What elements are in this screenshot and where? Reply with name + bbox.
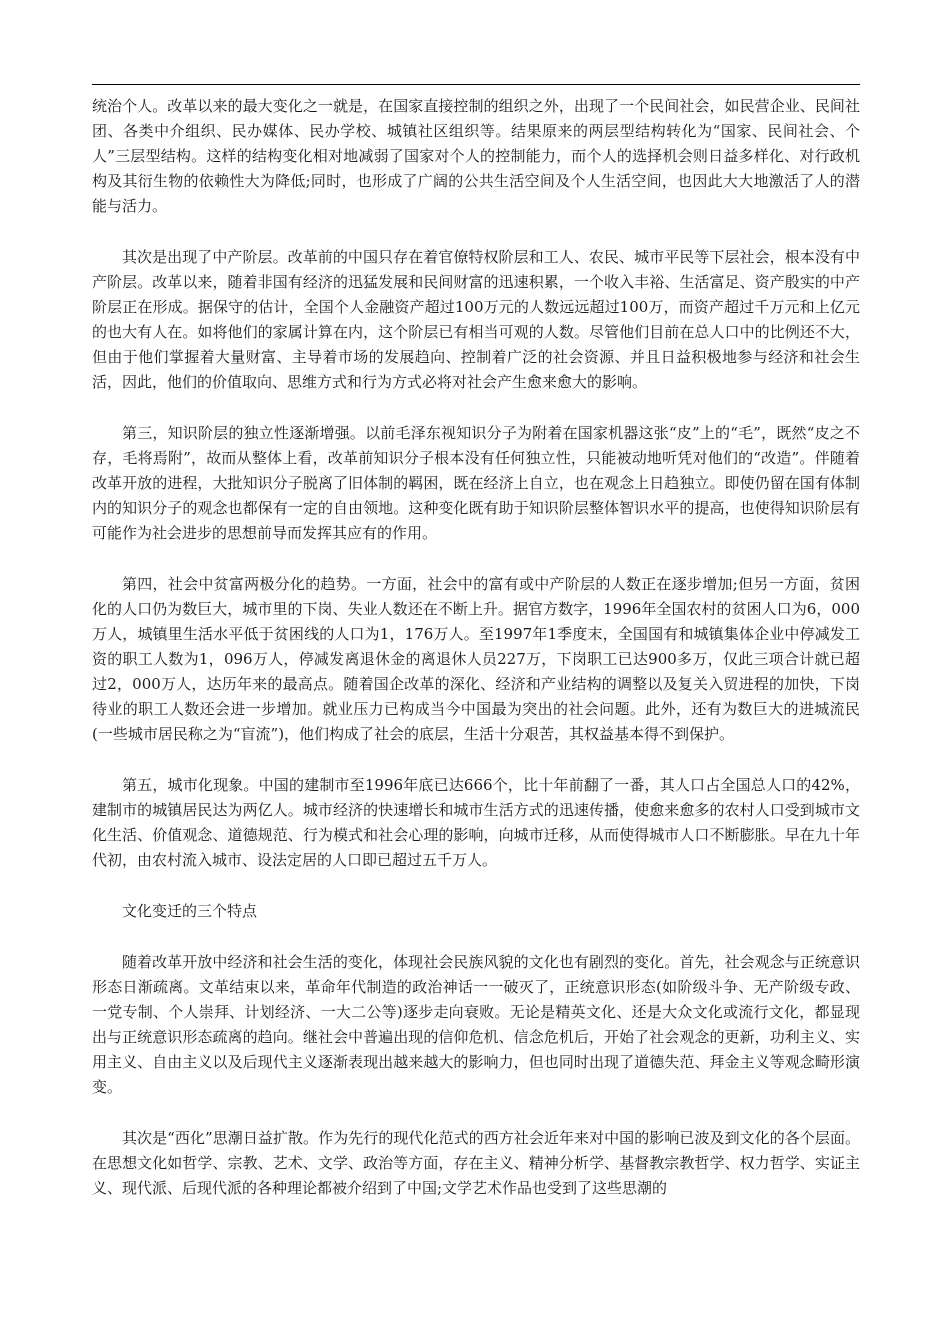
document-body	[92, 94, 860, 1201]
paragraph-spacer	[92, 873, 860, 899]
paragraph-1: 统治个人。改革以来的最大变化之一就是，在国家直接控制的组织之外，出现了一个民间社会，如民营企业、民间社团、各类中介组织、民办媒体、民办学校、城镇社区组织等。结果原来的两层型结构转化为“国家、民间社会、个人”三层型结构。这样的结构变化相对地减弱了国家对个人的控制能力，而个人的选择机会则日益多样化、对行政机构及其衍生物的依赖性大为降低;同时，也形成了广阔的公共生活空间及个人生活空间，也因此大大地激活了人的潜能与活力。	[92, 97, 860, 215]
paragraph-spacer	[92, 395, 860, 421]
paragraph-spacer	[92, 924, 860, 950]
paragraph-5: 第五，城市化现象。中国的建制市至1996年底已达666个，比十年前翻了一番，其人口占全国总人口的42%，建制市的城镇居民达为两亿人。城市经济的快速增长和城市生活方式的迅速传播，使愈来愈多的农村人口受到城市文化生活、价值观念、道德规范、行为模式和社会心理的影响，向城市迁移，从而使得城市人口不断膨胀。早在九十年代初，由农村流入城市、设法定居的人口即已超过五千万人。	[92, 776, 860, 869]
paragraph-spacer	[92, 747, 860, 773]
paragraph-3: 第三，知识阶层的独立性逐渐增强。以前毛泽东视知识分子为附着在国家机器这张“皮”上的“毛”，既然“皮之不存，毛将焉附”，故而从整体上看，改革前知识分子根本没有任何独立性，只能被动地听凭对他们的“改造”。伴随着改革开放的进程，大批知识分子脱离了旧体制的羁困，既在经济上自立，也在观念上日趋独立。即使仍留在国有体制内的知识分子的观念也都保有一定的自由领地。这种变化既有助于知识阶层整体智识水平的提高，也使得知识阶层有可能作为社会进步的思想前导而发挥其应有的作用。	[92, 424, 860, 542]
paragraph-6: 随着改革开放中经济和社会生活的变化，体现社会民族风貌的文化也有剧烈的变化。首先，社会观念与正统意识形态日渐疏离。文革结束以来，革命年代制造的政治神话一一破灭了，正统意识形态(如阶级斗争、无产阶级专政、一党专制、个人崇拜、计划经济、一大二公等)逐步走向衰败。无论是精英文化、还是大众文化或流行文化，都显现出与正统意识形态疏离的趋向。继社会中普遍出现的信仰危机、信念危机后，开始了社会观念的更新，功利主义、实用主义、自由主义以及后现代主义逐渐表现出越来越大的影响力，但也同时出现了道德失范、拜金主义等观念畸形演变。	[92, 953, 860, 1096]
paragraph-spacer	[92, 219, 860, 245]
paragraph-2: 其次是出现了中产阶层。改革前的中国只存在着官僚特权阶层和工人、农民、城市平民等下层社会，根本没有中产阶层。改革以来，随着非国有经济的迅猛发展和民间财富的迅速积累，一个收入丰裕、生活富足、资产殷实的中产阶层正在形成。据保守的估计，全国个人金融资产超过100万元的人数远远超过100万，而资产超过千万元和上亿元的也大有人在。如将他们的家属计算在内，这个阶层已有相当可观的人数。尽管他们目前在总人口中的比例还不大，但由于他们掌握着大量财富、主导着市场的发展趋向、控制着广泛的社会资源、并且日益积极地参与经济和社会生活，因此，他们的价值取向、思维方式和行为方式必将对社会产生愈来愈大的影响。	[92, 248, 860, 391]
paragraph-spacer	[92, 1100, 860, 1126]
section-heading: 文化变迁的三个特点	[122, 902, 258, 920]
paragraph-7: 其次是“西化”思潮日益扩散。作为先行的现代化范式的西方社会近年来对中国的影响已波及到文化的各个层面。在思想文化如哲学、宗教、艺术、文学、政治等方面，存在主义、精神分析学、基督教宗教哲学、权力哲学、实证主义、现代派、后现代派的各种理论都被介绍到了中国;文学艺术作品也受到了这些思潮的	[92, 1129, 860, 1197]
paragraph-spacer	[92, 546, 860, 572]
header-rule	[92, 84, 860, 85]
paragraph-4: 第四，社会中贫富两极分化的趋势。一方面，社会中的富有或中产阶层的人数正在逐步增加;但另一方面，贫困化的人口仍为数巨大，城市里的下岗、失业人数还在不断上升。据官方数字，1996年全国农村的贫困人口为6，000万人，城镇里生活水平低于贫困线的人口为1，176万人。至1997年1季度末，全国国有和城镇集体企业中停减发工资的职工人数为1，096万人，停减发离退休金的离退休人员227万，下岗职工已达900多万，仅此三项合计就已超过2，000万人，达历年来的最高点。随着国企改革的深化、经济和产业结构的调整以及复关入贸进程的加快，下岗待业的职工人数还会进一步增加。就业压力已构成当今中国最为突出的社会问题。此外，还有为数巨大的进城流民(一些城市居民称之为“盲流”)，他们构成了社会的底层，生活十分艰苦，其权益基本得不到保护。	[92, 575, 860, 743]
